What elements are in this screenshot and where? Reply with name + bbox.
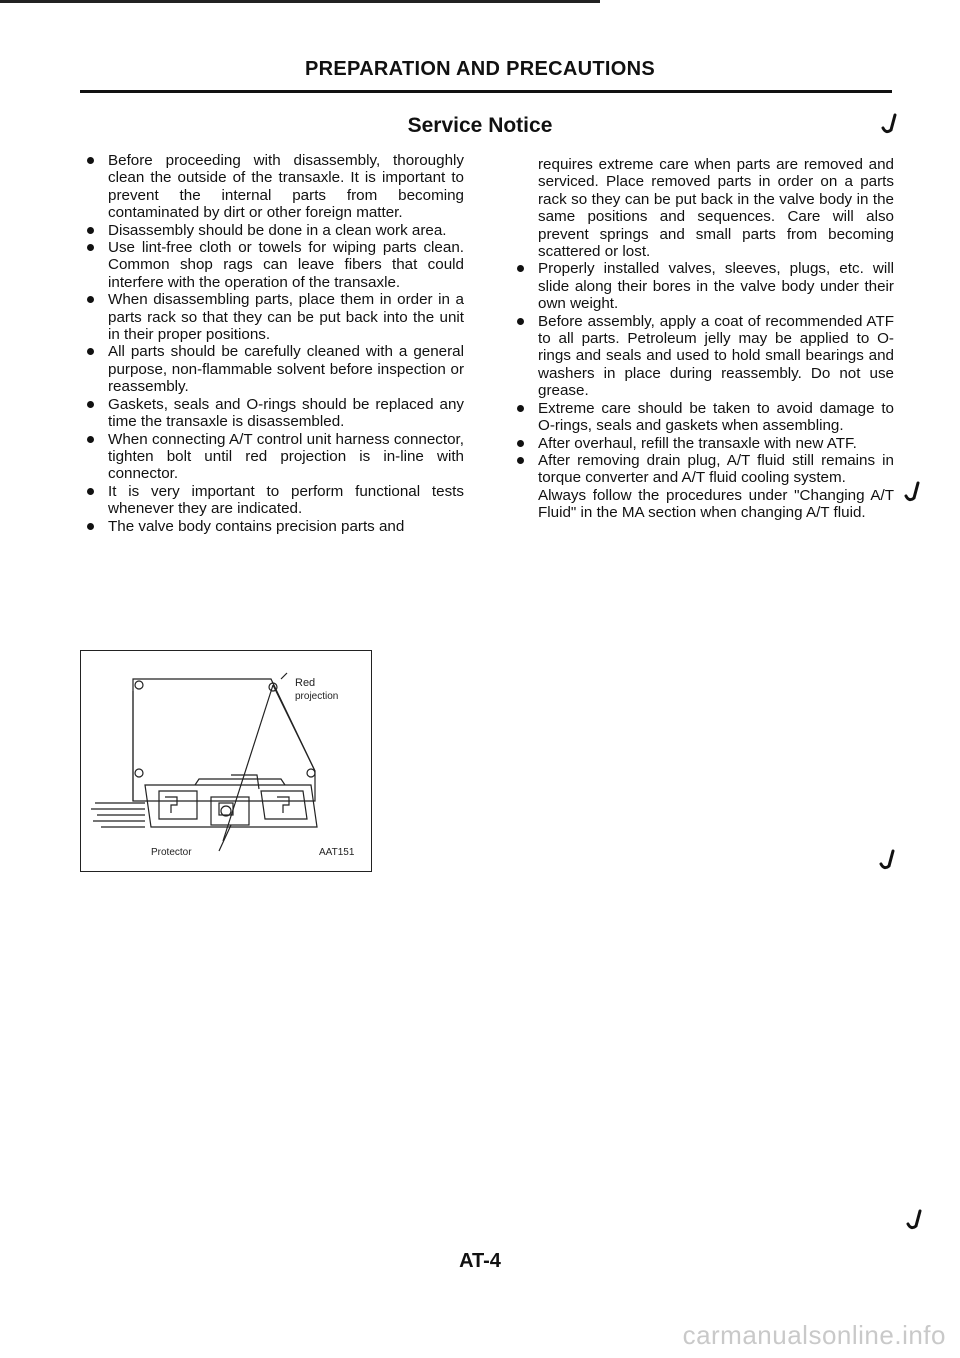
page-header-title: PREPARATION AND PRECAUTIONS — [305, 58, 655, 80]
checkmark-icon — [878, 848, 896, 872]
right-column — [538, 156, 894, 522]
bullet-icon — [517, 440, 524, 447]
checkmark-icon — [880, 112, 898, 136]
list-item — [108, 222, 464, 239]
list-item-text: After removing drain plug, A/T fluid still remains in torque converter and A/T fluid cooling system. — [538, 451, 894, 487]
list-item — [538, 400, 894, 435]
bullet-icon — [87, 227, 94, 234]
list-item-text: After overhaul, refill the transaxle with new ATF. — [538, 434, 857, 452]
list-item — [538, 452, 894, 487]
bullet-icon — [87, 157, 94, 164]
control-unit-connector-illustration — [81, 651, 373, 873]
list-item — [108, 239, 464, 291]
top-edge-rule — [0, 0, 600, 3]
list-item-text: The valve body contains precision parts and — [108, 517, 405, 535]
bullet-icon — [87, 488, 94, 495]
header-rule — [80, 90, 892, 93]
list-item — [108, 152, 464, 222]
list-item — [108, 431, 464, 483]
list-item — [108, 483, 464, 518]
figure-code: AAT151 — [319, 847, 355, 858]
projection-label: projection — [295, 691, 339, 702]
list-item-text: Before assembly, apply a coat of recommended ATF to all parts. Petroleum jelly may be applied to O-rings and seals and used to hold small bearings and washers in place during reassembly. Do not use grease. — [538, 312, 894, 400]
bullet-icon — [517, 318, 524, 325]
list-item — [108, 518, 464, 535]
continuation-paragraph: requires extreme care when parts are removed and serviced. Place removed parts in order on a parts rack so they can be put back in the valve body in the same positions and sequences. Care will also prevent springs and small parts from becoming scattered or lost. — [538, 156, 894, 261]
list-item-text: Extreme care should be taken to avoid damage to O-rings, seals and gaskets when assembling. — [538, 399, 894, 435]
list-item-text: Properly installed valves, sleeves, plugs, etc. will slide along their bores in the valve body under their own weight. — [538, 260, 894, 313]
bullet-icon — [87, 244, 94, 251]
list-item-text: When connecting A/T control unit harness connector, tighten bolt until red projection is in-line with connector. — [108, 430, 464, 483]
list-item — [108, 343, 464, 395]
red-label: Red — [295, 677, 316, 689]
bullet-icon — [87, 348, 94, 355]
list-item — [108, 291, 464, 343]
list-item — [108, 396, 464, 431]
list-item-text: Gaskets, seals and O-rings should be replaced any time the transaxle is disassembled. — [108, 395, 464, 431]
list-item-text: Before proceeding with disassembly, thoroughly clean the outside of the transaxle. It is important to prevent the internal parts from becoming contaminated by dirt or other foreign matter. — [108, 152, 464, 222]
connector-figure — [80, 650, 372, 872]
list-item — [538, 260, 894, 312]
section-title: Service Notice — [407, 114, 553, 137]
checkmark-icon — [905, 1208, 923, 1232]
list-item-text: Use lint-free cloth or towels for wiping parts clean. Common shop rags can leave fibers that could interfere with the operation of the transaxle. — [108, 239, 464, 291]
watermark: carmanualsonline.info — [682, 1320, 946, 1350]
list-item — [538, 435, 894, 452]
bullet-icon — [517, 457, 524, 464]
list-item-text: When disassembling parts, place them in order in a parts rack so that they can be put back into the unit in their proper positions. — [108, 291, 464, 344]
bullet-icon — [517, 265, 524, 272]
list-item — [538, 313, 894, 400]
bullet-icon — [87, 523, 94, 530]
checkmark-icon — [903, 480, 921, 504]
protector-label: Protector — [151, 847, 192, 858]
bullet-icon — [517, 405, 524, 412]
bullet-icon — [87, 296, 94, 303]
list-item-text: Disassembly should be done in a clean work area. — [108, 221, 447, 239]
list-item-text: All parts should be carefully cleaned with a general purpose, non-flammable solvent before inspection or reassembly. — [108, 343, 464, 396]
list-item-text: It is very important to perform functional tests whenever they are indicated. — [108, 482, 464, 518]
closing-paragraph: Always follow the procedures under "Changing A/T Fluid" in the MA section when changing A/T fluid. — [538, 486, 894, 522]
left-column — [108, 152, 464, 535]
page-number: AT-4 — [459, 1250, 501, 1272]
bullet-icon — [87, 401, 94, 408]
bullet-icon — [87, 436, 94, 443]
